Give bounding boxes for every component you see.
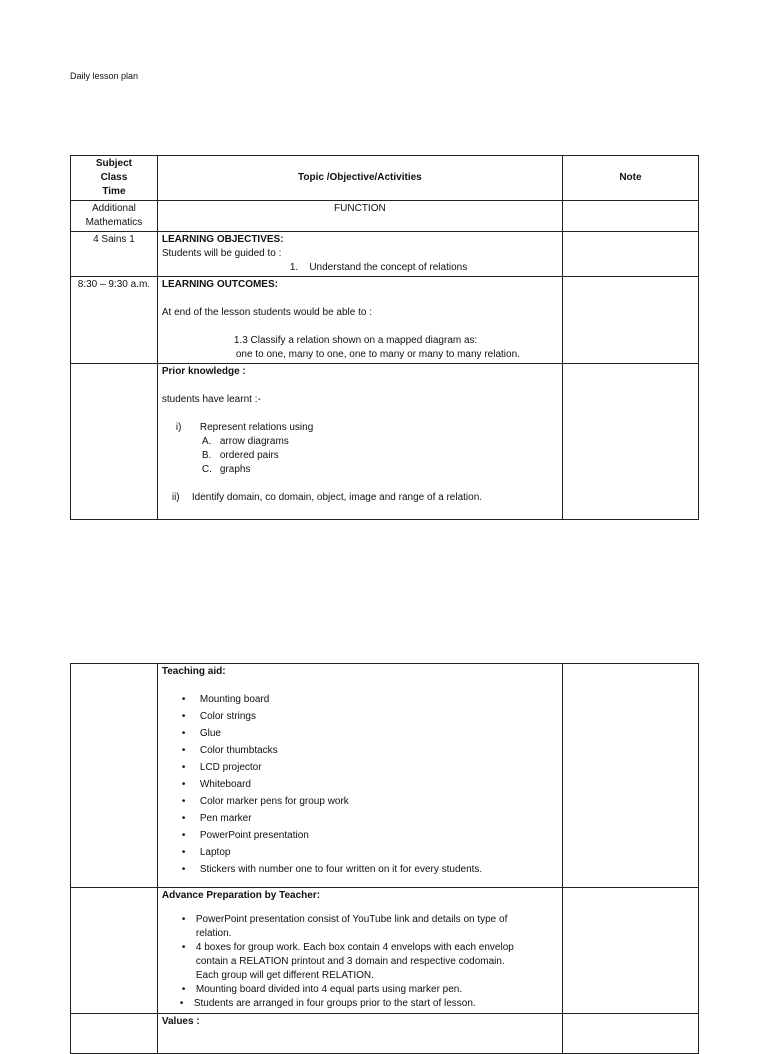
list-item: • Whiteboard bbox=[162, 776, 558, 793]
note-cell-6 bbox=[562, 888, 698, 1014]
values-heading: Values : bbox=[161, 1016, 200, 1027]
list-item bbox=[162, 941, 558, 983]
teaching-aid-list bbox=[162, 691, 558, 878]
learning-outcomes-cell bbox=[157, 277, 562, 364]
prior-item-ii-number: ii) bbox=[171, 492, 180, 503]
teaching-aid-cell bbox=[157, 664, 562, 888]
list-item: • Glue bbox=[162, 725, 558, 742]
prior-subitem-b-text: ordered pairs bbox=[219, 450, 279, 461]
note-cell-7 bbox=[562, 1014, 698, 1054]
header-note bbox=[562, 156, 698, 201]
list-item: • Color strings bbox=[162, 708, 558, 725]
list-item: • Color marker pens for group work bbox=[162, 793, 558, 810]
advance-prep-heading bbox=[162, 889, 558, 903]
advance-prep-item-2-line-2: contain a RELATION printout and 3 domain and respective codomain. bbox=[195, 956, 505, 967]
prior-item-i-number: i) bbox=[175, 422, 182, 433]
resources-table bbox=[70, 663, 699, 1054]
learning-outcomes-intro: At end of the lesson students would be able to : bbox=[161, 307, 373, 318]
outcome-line-1: 1.3 Classify a relation shown on a mapped diagram as: bbox=[233, 335, 478, 346]
header-subject: Subject bbox=[95, 158, 132, 169]
empty-cell-2 bbox=[71, 664, 158, 888]
objective-item bbox=[162, 261, 558, 275]
note-cell-1 bbox=[562, 201, 698, 232]
advance-prep-item-2-line-1: • 4 boxes for group work. Each box contain 4 envelops with each envelop bbox=[195, 942, 514, 953]
empty-cell-4 bbox=[71, 1014, 158, 1054]
header-subject-class-time bbox=[71, 156, 158, 201]
prior-item-i-text: Represent relations using bbox=[199, 422, 314, 433]
document-title: Daily lesson plan bbox=[70, 71, 139, 81]
advance-prep-row bbox=[71, 888, 699, 1014]
time-text: 8:30 – 9:30 a.m. bbox=[77, 279, 151, 290]
advance-prep-item-1-line-2: relation. bbox=[195, 928, 232, 939]
outcomes-row bbox=[71, 277, 699, 364]
subject-row bbox=[71, 201, 699, 232]
objective-item-number: 1. bbox=[289, 262, 299, 273]
header-note-label: Note bbox=[619, 172, 642, 183]
prior-subitem-b-letter: B. bbox=[201, 450, 212, 461]
teaching-aid-row bbox=[71, 664, 699, 888]
learning-objectives-cell bbox=[157, 232, 562, 277]
advance-prep-item-3-line-1: • Mounting board divided into 4 equal parts using marker pen. bbox=[195, 984, 463, 995]
note-cell-3 bbox=[562, 277, 698, 364]
prior-item-ii-text: Identify domain, co domain, object, image and range of a relation. bbox=[191, 492, 483, 503]
teaching-aid-heading bbox=[162, 665, 558, 679]
learning-outcomes-heading bbox=[162, 278, 558, 292]
learning-objectives-heading bbox=[162, 233, 558, 247]
advance-prep-heading-text: Advance Preparation by Teacher: bbox=[161, 890, 321, 901]
prior-item-ii bbox=[162, 491, 558, 505]
list-item: • Laptop bbox=[162, 844, 558, 861]
advance-prep-list bbox=[162, 913, 558, 1011]
class-cell bbox=[71, 232, 158, 277]
advance-prep-item-2-line-3: Each group will get different RELATION. bbox=[195, 970, 374, 981]
topic-cell bbox=[157, 201, 562, 232]
advance-prep-cell bbox=[157, 888, 562, 1014]
empty-cell-3 bbox=[71, 888, 158, 1014]
topic-text: FUNCTION bbox=[334, 203, 386, 214]
objectives-row bbox=[71, 232, 699, 277]
prior-subitem-a bbox=[162, 435, 558, 449]
prior-knowledge-heading-text: Prior knowledge : bbox=[161, 366, 246, 377]
teaching-aid-heading-text: Teaching aid: bbox=[161, 666, 226, 677]
prior-subitem-a-letter: A. bbox=[201, 436, 212, 447]
prior-knowledge-heading bbox=[162, 365, 558, 379]
advance-prep-item-1-line-1: • PowerPoint presentation consist of YouTube link and details on type of bbox=[195, 914, 508, 925]
note-cell-2 bbox=[562, 232, 698, 277]
list-item: • Stickers with number one to four written on it for every students. bbox=[162, 861, 558, 878]
prior-knowledge-cell bbox=[157, 364, 562, 520]
header-topic bbox=[157, 156, 562, 201]
class-text: 4 Sains 1 bbox=[93, 234, 135, 245]
list-item: • PowerPoint presentation bbox=[162, 827, 558, 844]
prior-item-i bbox=[162, 421, 558, 435]
subject-line-2: Mathematics bbox=[85, 217, 143, 228]
header-class: Class bbox=[100, 172, 128, 183]
note-cell-5 bbox=[562, 664, 698, 888]
prior-subitem-b bbox=[162, 449, 558, 463]
prior-subitem-a-text: arrow diagrams bbox=[219, 436, 289, 447]
prior-knowledge-intro: students have learnt :- bbox=[161, 394, 261, 405]
note-cell-4 bbox=[562, 364, 698, 520]
header-topic-label: Topic /Objective/Activities bbox=[298, 172, 422, 183]
subject-cell bbox=[71, 201, 158, 232]
time-cell bbox=[71, 277, 158, 364]
learning-objectives-heading-text: LEARNING OBJECTIVES: bbox=[161, 234, 284, 245]
list-item: • Color thumbtacks bbox=[162, 742, 558, 759]
outcome-line-2: one to one, many to one, one to many or many to many relation. bbox=[235, 349, 520, 360]
list-item: • LCD projector bbox=[162, 759, 558, 776]
learning-outcomes-heading-text: LEARNING OUTCOMES: bbox=[161, 279, 278, 290]
list-item bbox=[162, 983, 558, 997]
list-item: • Mounting board bbox=[162, 691, 558, 708]
list-item: • Pen marker bbox=[162, 810, 558, 827]
prior-subitem-c bbox=[162, 463, 558, 477]
prior-knowledge-row bbox=[71, 364, 699, 520]
header-row bbox=[71, 156, 699, 201]
list-item bbox=[162, 913, 558, 941]
values-cell bbox=[157, 1014, 562, 1054]
objective-item-text: Understand the concept of relations bbox=[309, 262, 468, 273]
values-row bbox=[71, 1014, 699, 1054]
prior-subitem-c-letter: C. bbox=[201, 464, 212, 475]
advance-prep-item-4-line-1: • Students are arranged in four groups prior to the start of lesson. bbox=[193, 998, 476, 1009]
learning-objectives-intro: Students will be guided to : bbox=[161, 248, 282, 259]
prior-subitem-c-text: graphs bbox=[219, 464, 251, 475]
empty-cell-1 bbox=[71, 364, 158, 520]
list-item bbox=[162, 997, 558, 1011]
lesson-plan-table bbox=[70, 155, 699, 520]
subject-line-1: Additional bbox=[91, 203, 136, 214]
header-time: Time bbox=[102, 186, 126, 197]
